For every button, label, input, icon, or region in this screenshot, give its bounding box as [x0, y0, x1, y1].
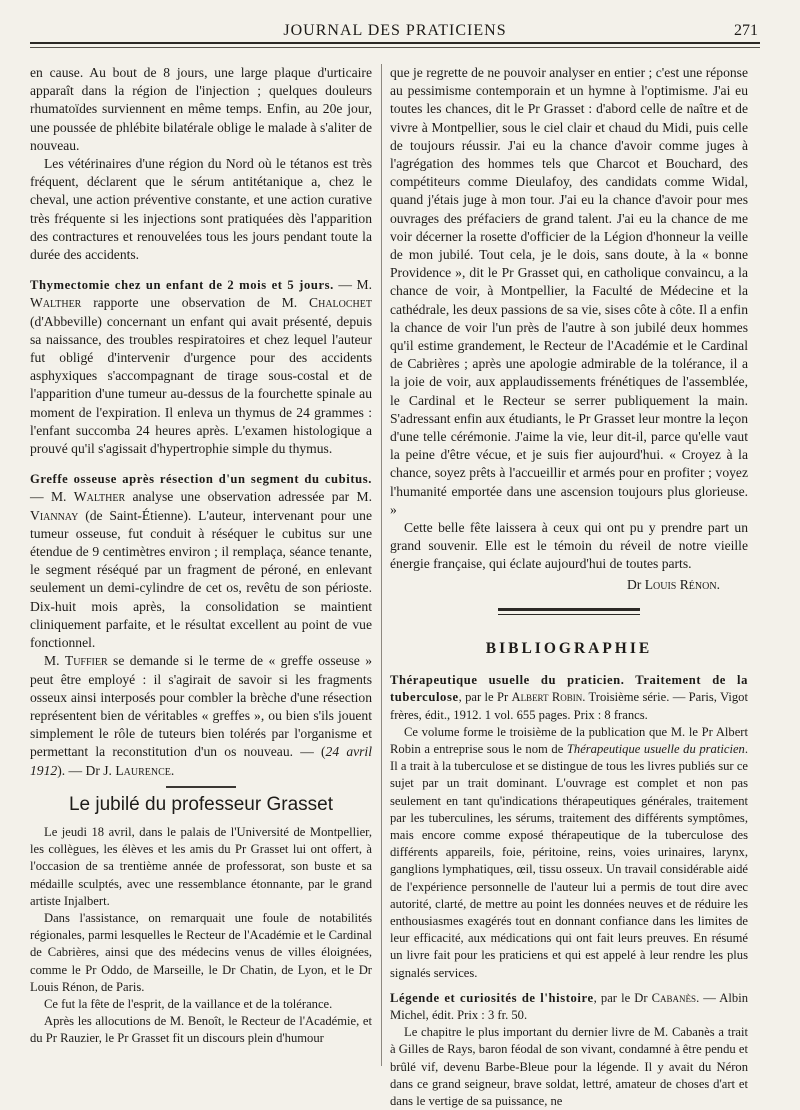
signature: Dr Louis Rénon. — [626, 576, 720, 592]
book-title: Thérapeutique usuelle du praticien. Traitement de la tuberculose — [390, 673, 748, 705]
paragraph-veterinaires: Les vétérinaires d'une région du Nord où le tétanos est très fréquent, déclarent que le sérum antitétanique a, chez le cheval, une action préventive constante, et une action curative très fréquente si les injections sont pratiquées dès l'apparition des contractures et renouvelées tous les jours pendant toute la durée des accidents. — [30, 156, 372, 263]
author-name: Albert Robin — [511, 690, 583, 705]
signature-name: Louis Rénon — [644, 576, 717, 592]
article-greffe: Greffe osseuse après résection d'un segment du cubitus. — M. Walther analyse une observation adressée par M. Viannay (de Saint-Étienne). L'auteur, intervenant pour une tumeur osseuse, fut conduit à réséquer le cubitus sur une étendue de 9 centimètres environ ; il remplaça, séance tenante, le segment réséqué par un fragment de péroné, en enlevant seulement un demi-cylindre de cet os, revêtu de son périoste. Dix-huit mois après, la consolidation se maintient cliniquement parfaite, et le résultat excellent au point de vue fonctionnel. — [30, 472, 372, 651]
article-thymectomie: Thymectomie chez un enfant de 2 mois et 5 jours. — M. Walther rapporte une observation de M. Chalochet (d'Abbeville) concernant un enfant qui avait présenté, depuis sa naissance, des troubles respiratoires et chez lequel l'auteur fut obligé d'intervenir d'urgence pour des accidents asphyxiques s'accompagnant de tirage sous-costal et de l'apparition d'une tumeur au-dessus de la fourchette spinale au moment de l'expiration. Il enleva un thymus de 24 grammes : l'enfant succomba 24 heures après. L'examen histologique a prouvé qu'il s'agissait d'hypertrophie simple du thymus. — [30, 277, 372, 457]
right-column — [390, 64, 748, 1108]
author-name: Viannay — [30, 507, 79, 523]
bibliography-entry-1: Thérapeutique usuelle du praticien. Traitement de la tuberculose, par le Pr Albert Robin. Troisième série. — Paris, Vigot frères, édit., 1912. 1 vol. 655 pages. Prix : 8 francs. — [390, 673, 748, 722]
journal-title: JOURNAL DES PRATICIENS — [283, 22, 507, 39]
author-name: Tuffier — [64, 653, 108, 669]
section-rule — [166, 786, 236, 788]
bibliography-separator — [390, 594, 748, 638]
bibliography-review-2: Le chapitre le plus important du dernier livre de M. Cabanès a trait à Gilles de Rays, baron féodal de son vivant, condamné à être pendu et brûlé vif, devenu Barbe-Bleue pour la légende. Il y avait du Néron dans ce grand seigneur, brave soldat, lettré, amateur de choses d'art et dans le vertige de sa puissance, ne — [390, 1025, 748, 1108]
page-header — [30, 14, 760, 44]
article-thymectomie-title: Thymectomie chez un enfant de 2 mois et 5 jours. — [30, 278, 334, 293]
paragraph-jubile-3: Ce fut la fête de l'esprit, de la vaillance et de la tolérance. — [44, 996, 333, 1011]
author-name: Cabanès — [651, 990, 697, 1005]
author-name: Chalochet — [309, 295, 372, 311]
header-rule — [30, 47, 760, 48]
page-number: 271 — [734, 22, 758, 39]
section-title-bibliographie: BIBLIOGRAPHIE — [485, 639, 653, 657]
bibliography-review-1: Ce volume forme le troisième de la publication que M. le Pr Albert Robin a entreprise sous le nom de Thérapeutique usuelle du praticien. Il a trait à la tuberculose et se distingue de tous les livres publiés sur ce sujet par un trait dominant. L'ouvrage est complet et non pas seulement en tant qu'indications thérapeutiques générales, traitement par les tuberculines, les sérums, traitement des différents symptômes, mais encore comme exposé thérapeutique de la tuberculose des différents appareils, foie, péritoine, reins, voies urinaires, larynx, ganglions lymphatiques, œil, tissu osseux. Un travail considérable aidé de l'expérience personnelle de l'auteur lui a permis de tout dire avec autorité, clarté, de mettre au point les données neuves et de réduire les enthousiasmes exagérés tout en donnant confiance dans les limites de leur efficacité, aux médications qui ont fait leurs preuves. En résumé un livre fait pour les praticiens et qui est appelé à leur rendre les plus signalés services. — [390, 724, 748, 980]
left-column — [30, 64, 372, 1066]
series-title: Thérapeutique usuelle du praticien — [566, 741, 745, 756]
section-title-jubile: Le jubilé du professeur Grasset — [68, 793, 334, 815]
article-date: 24 avril 1912 — [30, 744, 372, 778]
signature-name: Laurence — [115, 762, 171, 778]
paragraph-tuffier: M. Tuffier se demande si le terme de « greffe osseuse » peut être employé : il s'agirait de savoir si les fragments osseux ainsi interposés pour combler la brèche d'une résection représentent bien de véritables « greffes », ou bien s'ils jouent simplement le rôle de tuteurs bien tolérés par l'organisme et permettant la reconstitution d'un os nouveau. — (24 avril 1912). — Dr J. Laurence. — [30, 653, 372, 778]
book-title: Légende et curiosités de l'histoire — [390, 990, 594, 1005]
article-greffe-title: Greffe osseuse après résection d'un segment du cubitus. — [30, 472, 372, 487]
paragraph-continued: en cause. Au bout de 8 jours, une large plaque d'urticaire apparaît dans la région de l'injection ; quelques douleurs rhumatoïdes surviennent en même temps. Enfin, au 20e jour, une poussée de phlébite bilatérale oblige le malade à s'aliter de nouveau. — [30, 65, 372, 153]
author-name: Walther — [73, 489, 126, 505]
paragraph-jubile-continued: que je regrette de ne pouvoir analyser en entier ; c'est une réponse au pessimisme contemporain et un hymne à l'optimisme. J'ai eu toutes les chances, dit le Pr Grasset : d'abord celle de naître et de vivre à Montpellier, sous le ciel clair et chaud du Midi, puis celle de toujours réussir. J'ai eu la chance d'avoir comme juges à l'agrégation des hommes tels que Charcot et Bouchard, des compétiteurs comme Dieulafoy, des candidats comme Widal, quand j'étais juge à mon tour. J'ai eu la chance d'avoir pour mes ouvrages des préfaciers de grand talent. J'ai eu la chance de me voir décerner la rosette d'officier de la Légion d'honneur la veille de mon jubilé. Tout cela, je le dois, sans doute, à la « bonne Providence », dit le Pr Grasset qui, en catholique convaincu, a la chance de voir, à Montpellier, la Faculté de Médecine et la cathédrale, les deux passions de sa vie, sises côte à côte. Il a enfin la chance de voir l'un près de l'autre à son jubilé deux hommes qu'il estime grandement, le Recteur de l'Académie et le Cardinal de Cabrières ; après une apologie admirable de la tolérance, il a la joie de voir, aux applaudissements frénétiques de l'assemblée, le Cardinal et le Recteur se serrer publiquement la main. S'adressant enfin aux étudiants, le Pr Grasset leur montre la leçon d'une telle cérémonie. J'aime la vie, leur dit-il, parce qu'elle vaut la peine d'être vécue, et je suis fier aujourd'hui. « Croyez à la chance, soyez prêts à l'accueillir et armés pour en profiter ; voyez l'humanité emportée dans une ascension toujours plus glorieuse. » — [390, 65, 748, 517]
paragraph-jubile-conclusion: Cette belle fête laissera à ceux qui ont pu y prendre part un grand souvenir. Elle est le témoin du réveil de notre vieille énergie française, qui éclate aujourd'hui de toutes parts. — [390, 520, 748, 572]
bibliography-entry-2: Légende et curiosités de l'histoire, par le Dr Cabanès. — Albin Michel, édit. Prix : 3 fr. 50. — [390, 990, 748, 1022]
paragraph-jubile-1: Le jeudi 18 avril, dans le palais de l'Université de Montpellier, les collègues, les élèves et les amis du Pr Grasset lui ont offert, à l'occasion de sa trentième année de professorat, son buste et sa médaille sculptés, avec une ressemblance étonnante, par le grand artiste Injalbert. — [30, 824, 372, 908]
paragraph-jubile-2: Dans l'assistance, on remarquait une foule de notabilités régionales, parmi lesquelles le Recteur de l'Académie et le Cardinal de Cabrières, ainsi que des médecins venus de villes éloignées, comme le Pr Oddo, de Marseille, le Dr Chatin, de Lyon, et le Dr Louis Rénon, de Paris. — [30, 910, 372, 994]
author-name: Walther — [30, 295, 82, 311]
column-divider — [381, 64, 382, 1066]
paragraph-jubile-4: Après les allocutions de M. Benoît, le Recteur de l'Académie, et du Pr Rauzier, le Pr Grasset fit un discours plein d'humour — [30, 1014, 372, 1046]
